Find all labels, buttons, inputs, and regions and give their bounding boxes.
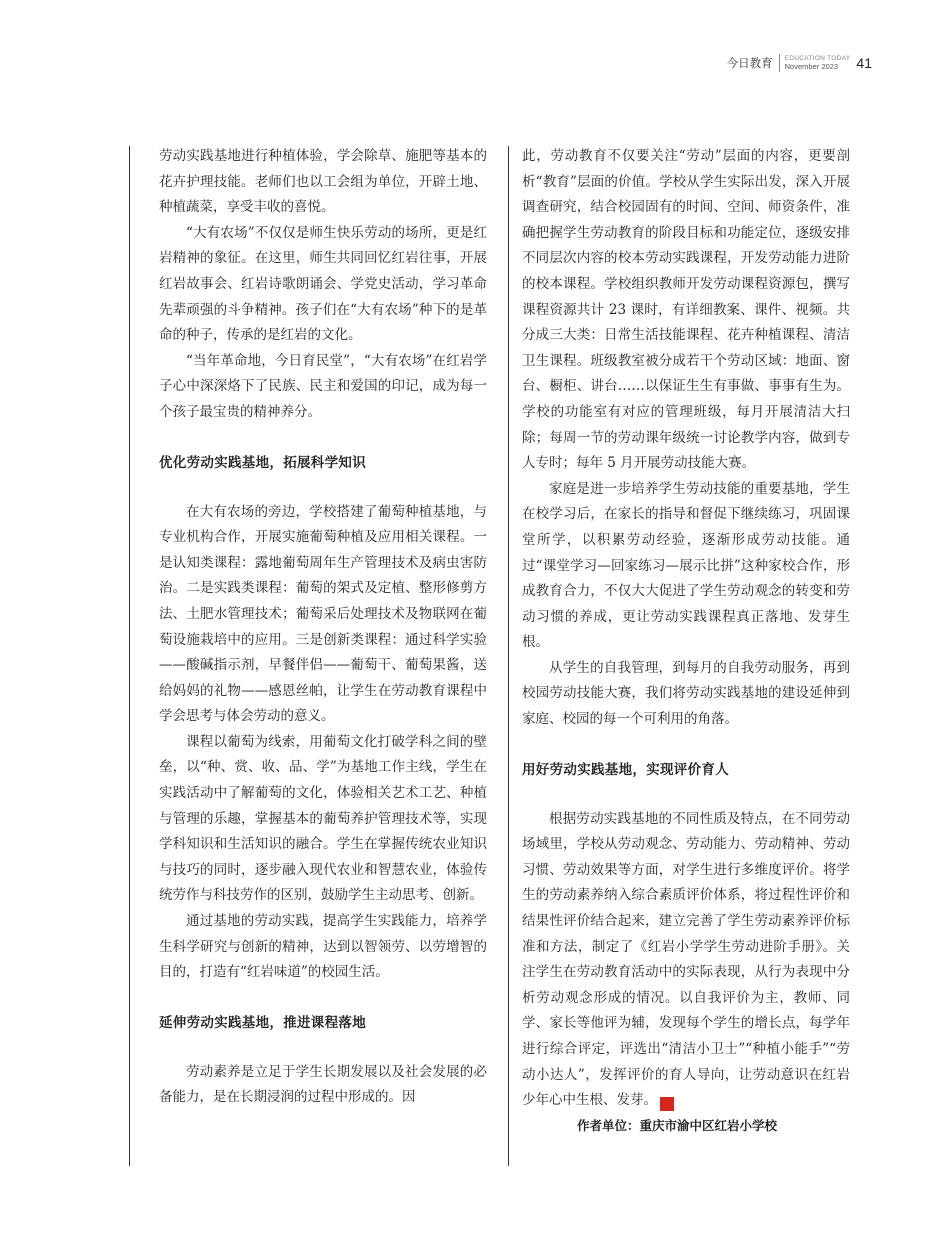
paragraph: 劳动实践基地进行种植体验，学会除草、施肥等基本的花卉护理技能。老师们也以工会组为单位，开辟土地、种植蔬菜，享受丰收的喜悦。 [159,148,487,216]
section-heading: 用好劳动实践基地，实现评价育人 [522,761,729,778]
paragraph: 通过基地的劳动实践，提高学生实践能力，培养学生科学研究与创新的精神，达到以智领劳、以劳增智的目的，打造有“红岩味道”的校园生活。 [159,913,487,981]
header-divider [779,54,780,72]
left-rule [129,146,130,1166]
left-column [159,144,487,1111]
paragraph: 从学生的自我管理，到每月的自我劳动服务，再到校园劳动技能大赛，我们将劳动实践基地的建设延伸到家庭、校园的每一个可利用的角落。 [522,659,850,728]
issue-date: November 2023 [784,62,839,71]
paragraph: 课程以葡萄为线索，用葡萄文化打破学科之间的壁垒，以“种、赏、收、品、学”为基地工作主线，学生在实践活动中了解葡萄的文化，体验相关艺术工艺、种植与管理的乐趣，掌握基本的葡萄养护管理技术等，实现学科知识和生活知识的融合。学生在掌握传统农业知识与技巧的同时，逐步融入现代农业和智慧农业，体验传统劳作与科技劳作的区别，鼓励学生主动思考、创新。 [159,733,487,904]
center-rule [508,146,509,1166]
paragraph: 劳动素养是立足于学生长期发展以及社会发展的必备能力，是在长期浸润的过程中形成的。因 [159,1063,487,1106]
page-number: 41 [856,55,872,71]
paragraph: “当年革命地，今日育民堂”，“大有农场”在红岩学子心中深深烙下了民族、民主和爱国的印记，成为每一个孩子最宝贵的精神养分。 [159,352,487,420]
page-header [727,52,872,74]
magazine-title: 今日教育 [726,56,773,70]
paragraph [522,807,850,1114]
paragraph-text: 根据劳动实践基地的不同性质及特点，在不同劳动场域里，学校从劳动观念、劳动能力、劳动精神、劳动习惯、劳动效果等方面，对学生进行多维度评价。将学生的劳动素养纳入综合素质评价体系，将过程性评价和结果性评价结合起来，建立完善了学生劳动素养评价标准和方法，制定了《红岩小学学生劳动进阶手册》。关注学生在劳动教育活动中的实际表现，从行为表现中分析劳动观念形成的情况。以自我评价为主，教师、同学、家长等他评为辅，发现每个学生的增长点，每学年进行综合评定，评选出“清洁小卫士”“种植小能手”“劳动小达人”，发挥评价的育人导向，让劳动意识在红岩少年心中生根、发芽。 [522,810,850,1109]
magazine-en-title: EDUCATION TODAY [784,55,851,62]
right-column [522,144,850,1138]
paragraph: 此，劳动教育不仅要关注“劳动”层面的内容，更要剖析“教育”层面的价值。学校从学生实际出发，深入开展调查研究，结合校园固有的时间、空间、师资条件，准确把握学生劳动教育的阶段目标和功能定位，逐级安排不同层次内容的校本劳动实践课程，开发劳动能力进阶的校本课程。学校组织教师开发劳动课程资源包，撰写课程资源共计 23 课时，有详细教案、课件、视频。共分成三大类：日常生活技能课程、花卉种植课程、清洁卫生课程。班级教室被分成若干个劳动区域：地面、窗台、橱柜、讲台……以保证生生有事做、事事有生为。学校的功能室有对应的管理班级，每月开展清洁大扫除；每周一节的劳动课年级统一讨论教学内容，做到专人专时；每年 5 月开展劳动技能大赛。 [522,148,850,472]
paragraph: “大有农场”不仅仅是师生快乐劳动的场所，更是红岩精神的象征。在这里，师生共同回忆红岩往事，开展红岩故事会、红岩诗歌朗诵会、学党史活动，学习革命先辈顽强的斗争精神。孩子们在“大有农场”种下的是革命的种子，传承的是红岩的文化。 [159,224,487,344]
paragraph: 家庭是进一步培养学生劳动技能的重要基地，学生在校学习后，在家长的指导和督促下继续练习，巩固课堂所学，以积累劳动经验，逐渐形成劳动技能。通过“课堂学习—回家练习—展示比拼”这种家校合作，形成教育合力，不仅大大促进了学生劳动观念的转变和劳动习惯的养成，更让劳动实践课程真正落地、发芽生根。 [522,480,850,651]
section-heading: 延伸劳动实践基地，推进课程落地 [159,1014,366,1031]
issue-info [785,55,851,71]
end-mark-icon: 今 [660,1097,674,1111]
section-heading: 优化劳动实践基地，拓展科学知识 [159,454,366,471]
paragraph: 在大有农场的旁边，学校搭建了葡萄种植基地，与专业机构合作，开展实施葡萄种植及应用相关课程。一是认知类课程：露地葡萄周年生产管理技术及病虫害防治。二是实践类课程：葡萄的架式及定植、整形修剪方法、土肥水管理技术；葡萄采后处理技术及物联网在葡萄设施栽培中的应用。三是创新类课程：通过科学实验——酸碱指示剂，早餐伴侣——葡萄干、葡萄果酱，送给妈妈的礼物——感恩丝帕，让学生在劳动教育课程中学会思考与体会劳动的意义。 [159,503,487,725]
author-affiliation: 作者单位：重庆市渝中区红岩小学校 [577,1117,778,1133]
